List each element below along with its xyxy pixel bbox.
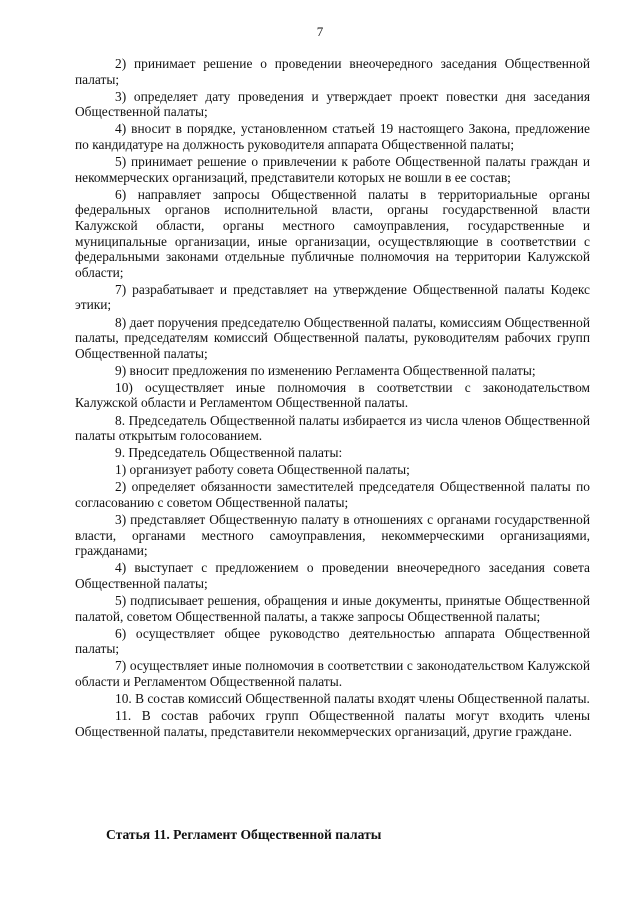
- paragraph: 4) выступает с предложением о проведении внеочередного заседания совета Общественной палаты;: [75, 560, 590, 591]
- paragraph: 2) принимает решение о проведении внеочередного заседания Общественной палаты;: [75, 56, 590, 87]
- paragraph: 8. Председатель Общественной палаты избирается из числа членов Общественной палаты открытым голосованием.: [75, 412, 590, 444]
- paragraph: 8) дает поручения председателю Общественной палаты, комиссиям Общественной палаты, председателям комиссий Общественной палаты, руководителям рабочих групп Общественной палаты;: [75, 314, 590, 361]
- paragraph: 6) осуществляет общее руководство деятельностью аппарата Общественной палаты;: [75, 625, 590, 657]
- article-heading: Статья 11. Регламент Общественной палаты: [106, 827, 382, 842]
- page-number: 7: [316, 24, 324, 39]
- paragraph: 3) определяет дату проведения и утверждает проект повестки дня заседания Общественной палаты;: [75, 88, 590, 120]
- paragraph: 7) осуществляет иные полномочия в соответствии с законодательством Калужской области и Регламентом Общественной палаты.: [75, 658, 590, 690]
- paragraph: 2) определяет обязанности заместителей председателя Общественной палаты по согласованию с советом Общественной палаты;: [75, 479, 590, 511]
- paragraph: 4) вносит в порядке, установленном статьей 19 настоящего Закона, предложение по кандидатуре на должность руководителя аппарата Общественной палаты;: [75, 121, 590, 152]
- paragraph: 10) осуществляет иные полномочия в соответствии с законодательством Калужской области и Регламентом Общественной палаты.: [75, 379, 590, 411]
- paragraph: 6) направляет запросы Общественной палаты в территориальные органы федеральных органов исполнительной власти, органы государственной власти Калужской области, органы местного самоуправления, государственные и муниципальные организации, иные организации, осуществляющие в соответствии с федеральными законами отдельные публичные полномочия на территории Калужской области;: [75, 186, 590, 280]
- paragraph: 9. Председатель Общественной палаты:: [115, 445, 343, 461]
- paragraph: 5) подписывает решения, обращения и иные документы, принятые Общественной палатой, советом Общественной палаты, а также запросы Общественной палаты;: [75, 593, 590, 624]
- paragraph: 10. В состав комиссий Общественной палаты входят члены Общественной палаты.: [115, 691, 590, 707]
- paragraph: 11. В состав рабочих групп Общественной палаты могут входить члены Общественной палаты, представители некоммерческих организаций, другие граждане.: [75, 708, 590, 739]
- paragraph: 1) организует работу совета Общественной палаты;: [115, 462, 410, 478]
- body-text: [75, 56, 590, 741]
- paragraph: 7) разрабатывает и представляет на утверждение Общественной палаты Кодекс этики;: [75, 281, 590, 313]
- paragraph: 5) принимает решение о привлечении к работе Общественной палаты граждан и некоммерческих организаций, представители которых не вошли в ее состав;: [75, 154, 590, 185]
- paragraph: 9) вносит предложения по изменению Регламента Общественной палаты;: [115, 362, 536, 378]
- paragraph: 3) представляет Общественную палату в отношениях с органами государственной власти, органами местного самоуправления, некоммерческими организациями, гражданами;: [75, 512, 590, 559]
